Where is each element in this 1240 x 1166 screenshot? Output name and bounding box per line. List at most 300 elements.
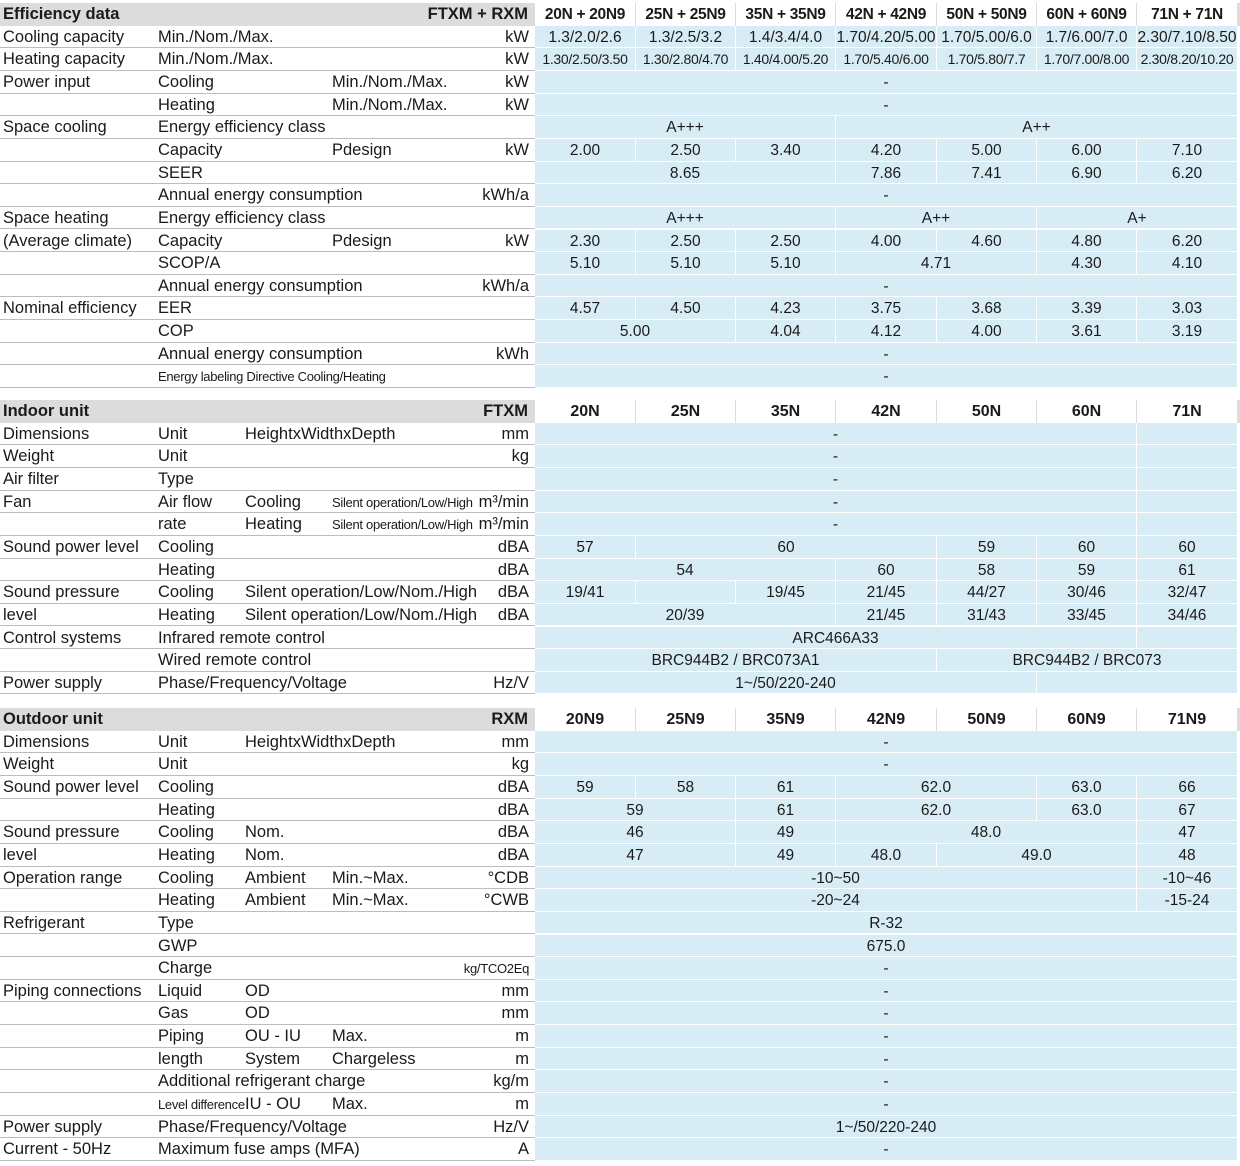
value-cell: 54: [535, 559, 836, 582]
eff-header-row: [0, 3, 1240, 26]
row-label-b: Unit: [158, 755, 188, 774]
unit-label: kW: [505, 140, 529, 159]
table-row: [0, 957, 1240, 980]
value-cell: 63.0: [1037, 799, 1137, 822]
row-label-b: Heating: [158, 891, 215, 910]
row-label-b: Type: [158, 469, 194, 488]
ind-header-row: [0, 400, 1240, 423]
value-cell: -: [535, 275, 1238, 298]
unit-label: m: [515, 1049, 529, 1068]
column-header: 25N9: [636, 708, 736, 731]
unit-label: dBA: [497, 845, 529, 864]
value-cell: 20/39: [535, 604, 836, 627]
row-label-b: Maximum fuse amps (MFA): [158, 1140, 360, 1159]
unit-label: Hz/V: [493, 673, 529, 692]
row-label-c: OU - IU: [245, 1027, 301, 1046]
value-cell: 2.30: [535, 230, 636, 253]
row-label-b: SCOP/A: [158, 254, 221, 273]
value-cell: 7.10: [1137, 139, 1238, 162]
column-header: 25N + 25N9: [636, 3, 736, 26]
table-row: [0, 252, 1240, 275]
value-cell: 4.00: [836, 230, 937, 253]
value-cell: 66: [1137, 776, 1238, 799]
column-header: 35N9: [736, 708, 836, 731]
value-cell: 3.39: [1037, 297, 1137, 320]
table-row: [0, 320, 1240, 343]
unit-label: mm: [501, 1004, 529, 1023]
row-label-b: COP: [158, 322, 194, 341]
table-row: [0, 1138, 1240, 1161]
value-cell: A+: [1037, 207, 1238, 230]
table-row: [0, 1116, 1240, 1139]
value-cell: 47: [1137, 821, 1238, 844]
table-row: [0, 731, 1240, 754]
model-series: FTXM + RXM: [427, 5, 528, 23]
row-label-b: Annual energy consumption: [158, 186, 363, 205]
value-cell: -: [535, 71, 1238, 94]
value-cell: 1.30/2.50/3.50: [535, 48, 636, 71]
row-label-b: Cooling: [158, 823, 214, 842]
row-label-b: Heating: [158, 800, 215, 819]
row-label-d: Min./Nom./Max.: [332, 95, 448, 114]
value-cell: 57: [535, 536, 636, 559]
value-cell: 48: [1137, 844, 1238, 867]
row-label-b: Cooling: [158, 868, 214, 887]
value-cell: 1~/50/220-240: [535, 1116, 1238, 1139]
table-row: [0, 184, 1240, 207]
value-cell: -10~50: [535, 867, 1137, 890]
value-cell: -: [535, 753, 1238, 776]
value-cell: -: [535, 491, 1137, 514]
value-cell: 7.86: [836, 162, 937, 185]
row-label-a: Power supply: [3, 1117, 103, 1136]
value-cell: [1137, 627, 1238, 650]
value-cell: -: [535, 445, 1137, 468]
row-label-a: Air filter: [3, 469, 59, 488]
row-label-a: Current - 50Hz: [3, 1140, 112, 1159]
row-divider: [535, 693, 1240, 694]
row-label-a: Weight: [3, 447, 55, 466]
value-cell: 19/45: [736, 581, 836, 604]
row-label-b: Wired remote control: [158, 651, 312, 670]
table-row: [0, 116, 1240, 139]
value-cell: 4.10: [1137, 252, 1238, 275]
unit-label: °CDB: [487, 868, 529, 887]
value-cell: 5.10: [535, 252, 636, 275]
value-cell: -: [535, 468, 1137, 491]
row-label-d: Min.~Max.: [332, 891, 409, 910]
unit-label: kW: [505, 72, 529, 91]
column-header: 35N: [736, 400, 836, 423]
value-cell: -: [535, 731, 1238, 754]
table-row: [0, 230, 1240, 253]
row-label-a: Dimensions: [3, 732, 90, 751]
section-title: Outdoor unit: [3, 710, 103, 728]
value-cell: -: [535, 980, 1238, 1003]
value-cell: 1.70/7.00/8.00: [1037, 48, 1137, 71]
row-label-b: Liquid: [158, 981, 203, 1000]
row-label-a: Nominal efficiency: [3, 299, 137, 318]
row-label-b: Heating: [158, 845, 215, 864]
value-cell: [636, 581, 736, 604]
row-label-c: Cooling: [245, 492, 301, 511]
value-cell: 675.0: [535, 935, 1238, 958]
value-cell: -: [535, 184, 1238, 207]
unit-label: kg/TCO2Eq: [463, 961, 529, 977]
value-cell: A+++: [535, 116, 836, 139]
row-label-c: Ambient: [245, 891, 306, 910]
table-row: [0, 912, 1240, 935]
value-cell: 4.23: [736, 297, 836, 320]
value-cell: 60: [636, 536, 937, 559]
column-header: 71N + 71N: [1137, 3, 1238, 26]
unit-label: m³/min: [478, 515, 529, 534]
table-row: [0, 513, 1240, 536]
value-cell: 4.04: [736, 320, 836, 343]
table-row: [0, 207, 1240, 230]
row-label-a: Sound pressure: [3, 823, 120, 842]
column-header: 60N9: [1037, 708, 1137, 731]
table-row: [0, 980, 1240, 1003]
section-title: Indoor unit: [3, 402, 90, 420]
value-cell: [1137, 491, 1238, 514]
column-header: 20N: [535, 400, 636, 423]
value-cell: 3.75: [836, 297, 937, 320]
value-cell: 2.50: [636, 139, 736, 162]
row-label-c: Nom.: [245, 823, 285, 842]
value-cell: 3.68: [937, 297, 1037, 320]
value-cell: 5.00: [937, 139, 1037, 162]
row-label-c: Heating: [245, 515, 302, 534]
value-cell: 58: [636, 776, 736, 799]
row-label-b: Additional refrigerant charge: [158, 1072, 366, 1091]
value-cell: 6.00: [1037, 139, 1137, 162]
value-cell: 32/47: [1137, 581, 1238, 604]
value-cell: 4.71: [836, 252, 1037, 275]
table-row: [0, 1048, 1240, 1071]
value-cell: -20~24: [535, 889, 1137, 912]
row-divider: [535, 1160, 1240, 1161]
row-label-b: Air flow: [158, 492, 213, 511]
value-cell: 1.7/6.00/7.0: [1037, 26, 1137, 49]
value-cell: 62.0: [836, 799, 1037, 822]
column-header: 42N9: [836, 708, 937, 731]
table-row: [0, 536, 1240, 559]
unit-label: kWh/a: [482, 276, 529, 295]
table-row: [0, 94, 1240, 117]
value-cell: 5.00: [535, 320, 736, 343]
value-cell: 46: [535, 821, 736, 844]
row-label-a: Space heating: [3, 208, 109, 227]
row-label-a: Sound power level: [3, 537, 139, 556]
table-row: [0, 26, 1240, 49]
value-cell: -: [535, 1138, 1238, 1161]
table-row: [0, 365, 1240, 388]
table-row: [0, 821, 1240, 844]
value-cell: 60: [836, 559, 937, 582]
value-cell: 3.03: [1137, 297, 1238, 320]
value-cell: 30/46: [1037, 581, 1137, 604]
row-label-b: Energy efficiency class: [158, 208, 326, 227]
row-label-b: Annual energy consumption: [158, 344, 363, 363]
value-cell: 4.20: [836, 139, 937, 162]
unit-label: kW: [505, 27, 529, 46]
row-label-b: Type: [158, 913, 194, 932]
row-label-b: GWP: [158, 936, 198, 955]
row-label-b: Energy labeling Directive Cooling/Heating: [158, 369, 386, 385]
unit-label: dBA: [497, 583, 529, 602]
row-label-a: Sound pressure: [3, 583, 120, 602]
value-cell: -: [535, 1070, 1238, 1093]
table-row: [0, 672, 1240, 695]
table-row: [0, 649, 1240, 672]
unit-label: dBA: [497, 777, 529, 796]
table-row: [0, 799, 1240, 822]
value-cell: 33/45: [1037, 604, 1137, 627]
row-label-a: Power supply: [3, 673, 103, 692]
value-cell: 2.00: [535, 139, 636, 162]
column-header: 42N: [836, 400, 937, 423]
value-cell: 4.60: [937, 230, 1037, 253]
value-cell: 1.4/3.4/4.0: [736, 26, 836, 49]
row-label-c: IU - OU: [245, 1095, 301, 1114]
row-label-b: Unit: [158, 447, 188, 466]
value-cell: 1.70/5.00/6.0: [937, 26, 1037, 49]
row-label-b: Unit: [158, 424, 188, 443]
row-label-d: Min./Nom./Max.: [332, 72, 448, 91]
table-row: [0, 423, 1240, 446]
table-row: [0, 776, 1240, 799]
value-cell: [1137, 423, 1238, 446]
value-cell: 60: [1137, 536, 1238, 559]
value-cell: -15-24: [1137, 889, 1238, 912]
value-cell: -: [535, 1048, 1238, 1071]
value-cell: A++: [836, 116, 1238, 139]
value-cell: 2.50: [636, 230, 736, 253]
value-cell: 21/45: [836, 581, 937, 604]
row-label-d: Pdesign: [332, 231, 392, 250]
row-label-b: EER: [158, 299, 192, 318]
row-label-c: Silent operation/Low/Nom./High: [245, 605, 478, 624]
row-label-b: Capacity: [158, 231, 223, 250]
column-header: 50N: [937, 400, 1037, 423]
column-header: 60N: [1037, 400, 1137, 423]
value-cell: R-32: [535, 912, 1238, 935]
row-label-b: Phase/Frequency/Voltage: [158, 673, 347, 692]
table-row: [0, 1093, 1240, 1116]
row-label-b: Energy efficiency class: [158, 118, 326, 137]
value-cell: BRC944B2 / BRC073: [937, 649, 1238, 672]
table-row: [0, 343, 1240, 366]
row-label-a: Heating capacity: [3, 50, 125, 69]
table-row: [0, 445, 1240, 468]
table-row: [0, 139, 1240, 162]
row-divider: [0, 387, 535, 388]
value-cell: 2.50: [736, 230, 836, 253]
table-row: [0, 48, 1240, 71]
row-label-b: Capacity: [158, 140, 223, 159]
value-cell: -: [535, 94, 1238, 117]
table-row: [0, 1025, 1240, 1048]
unit-label: dBA: [497, 823, 529, 842]
column-header: 50N + 50N9: [937, 3, 1037, 26]
column-header: 71N: [1137, 400, 1238, 423]
value-cell: 61: [1137, 559, 1238, 582]
table-row: [0, 867, 1240, 890]
value-cell: 1.70/5.40/6.00: [836, 48, 937, 71]
value-cell: 3.61: [1037, 320, 1137, 343]
out-header-row: [0, 708, 1240, 731]
value-cell: 7.41: [937, 162, 1037, 185]
unit-label: kW: [505, 231, 529, 250]
value-cell: 63.0: [1037, 776, 1137, 799]
table-row: [0, 581, 1240, 604]
table-row: [0, 1002, 1240, 1025]
column-header: 50N9: [937, 708, 1037, 731]
row-label-a: Operation range: [3, 868, 123, 887]
value-cell: -: [535, 1093, 1238, 1116]
value-cell: 58: [937, 559, 1037, 582]
row-divider: [0, 693, 535, 694]
unit-label: °CWB: [483, 891, 529, 910]
value-cell: 62.0: [836, 776, 1037, 799]
row-label-b: Heating: [158, 605, 215, 624]
value-cell: -: [535, 513, 1137, 536]
value-cell: 4.80: [1037, 230, 1137, 253]
value-cell: 49: [736, 844, 836, 867]
table-row: [0, 297, 1240, 320]
value-cell: 49: [736, 821, 836, 844]
table-row: [0, 604, 1240, 627]
value-cell: [1037, 672, 1238, 695]
row-label-d: Max.: [332, 1095, 368, 1114]
row-label-d: Chargeless: [332, 1049, 416, 1068]
row-label-b: Unit: [158, 732, 188, 751]
value-cell: 4.00: [937, 320, 1037, 343]
value-cell: 4.50: [636, 297, 736, 320]
unit-label: dBA: [497, 800, 529, 819]
row-label-a: Refrigerant: [3, 913, 85, 932]
value-cell: 2.30/8.20/10.20: [1137, 48, 1238, 71]
value-cell: 34/46: [1137, 604, 1238, 627]
row-label-b: SEER: [158, 163, 203, 182]
row-label-c: OD: [245, 1004, 270, 1023]
row-label-b: length: [158, 1049, 203, 1068]
unit-label: A: [517, 1140, 529, 1159]
value-cell: 59: [535, 799, 736, 822]
table-row: [0, 627, 1240, 650]
row-label-b: Gas: [158, 1004, 189, 1023]
column-header: 20N9: [535, 708, 636, 731]
row-label-c: Ambient: [245, 868, 306, 887]
row-label-b: Piping: [158, 1027, 204, 1046]
value-cell: 3.40: [736, 139, 836, 162]
table-row: [0, 71, 1240, 94]
value-cell: 19/41: [535, 581, 636, 604]
column-header: 35N + 35N9: [736, 3, 836, 26]
row-divider: [0, 1160, 535, 1161]
row-label-b: Cooling: [158, 583, 214, 602]
unit-label: dBA: [497, 560, 529, 579]
unit-label: dBA: [497, 537, 529, 556]
value-cell: 61: [736, 776, 836, 799]
unit-label: mm: [501, 981, 529, 1000]
row-label-b: Cooling: [158, 777, 214, 796]
unit-label: m: [515, 1027, 529, 1046]
model-series: FTXM: [483, 402, 528, 420]
value-cell: 49.0: [937, 844, 1137, 867]
value-cell: [1137, 468, 1238, 491]
column-header: 20N + 20N9: [535, 3, 636, 26]
value-cell: -: [535, 1002, 1238, 1025]
row-label-c: OD: [245, 981, 270, 1000]
value-cell: 6.20: [1137, 230, 1238, 253]
row-label-a: Dimensions: [3, 424, 90, 443]
unit-label: kg/m: [493, 1072, 529, 1091]
unit-label: kW: [505, 95, 529, 114]
row-label-c: System: [245, 1049, 301, 1068]
value-cell: 47: [535, 844, 736, 867]
row-label-c: HeightxWidthxDepth: [245, 732, 396, 751]
value-cell: 1~/50/220-240: [535, 672, 1037, 695]
row-label-b: rate: [158, 515, 187, 534]
table-row: [0, 1070, 1240, 1093]
unit-label: m: [515, 1095, 529, 1114]
unit-label: mm: [501, 424, 529, 443]
unit-label: kWh/a: [482, 186, 529, 205]
row-label-b: Heating: [158, 95, 215, 114]
row-label-a: Space cooling: [3, 118, 107, 137]
value-cell: -: [535, 423, 1137, 446]
unit-label: m³/min: [478, 492, 529, 511]
row-label-b: Infrared remote control: [158, 628, 325, 647]
value-cell: 5.10: [636, 252, 736, 275]
value-cell: 2.30/7.10/8.50: [1137, 26, 1238, 49]
row-label-b: Min./Nom./Max.: [158, 27, 274, 46]
value-cell: 1.30/2.80/4.70: [636, 48, 736, 71]
value-cell: 5.10: [736, 252, 836, 275]
value-cell: ARC466A33: [535, 627, 1137, 650]
table-row: [0, 844, 1240, 867]
value-cell: A+++: [535, 207, 836, 230]
value-cell: 1.70/5.80/7.7: [937, 48, 1037, 71]
row-label-d: Pdesign: [332, 140, 392, 159]
value-cell: -: [535, 365, 1238, 388]
row-label-a: Sound power level: [3, 777, 139, 796]
value-cell: 4.57: [535, 297, 636, 320]
value-cell: 1.70/4.20/5.00: [836, 26, 937, 49]
row-label-b: Heating: [158, 560, 215, 579]
value-cell: 44/27: [937, 581, 1037, 604]
value-cell: 4.12: [836, 320, 937, 343]
value-cell: 48.0: [836, 844, 937, 867]
unit-label: mm: [501, 732, 529, 751]
row-label-b: Level difference: [158, 1097, 245, 1113]
column-header: 42N + 42N9: [836, 3, 937, 26]
row-label-c: Nom.: [245, 845, 285, 864]
column-header: 60N + 60N9: [1037, 3, 1137, 26]
row-label-c: HeightxWidthxDepth: [245, 424, 396, 443]
value-cell: 8.65: [535, 162, 836, 185]
value-cell: 3.19: [1137, 320, 1238, 343]
row-label-a: Control systems: [3, 628, 122, 647]
unit-label: kg: [511, 755, 529, 774]
unit-label: kWh: [496, 344, 529, 363]
value-cell: -: [535, 343, 1238, 366]
row-label-c: Silent operation/Low/Nom./High: [245, 583, 478, 602]
value-cell: A++: [836, 207, 1037, 230]
value-cell: -: [535, 957, 1238, 980]
